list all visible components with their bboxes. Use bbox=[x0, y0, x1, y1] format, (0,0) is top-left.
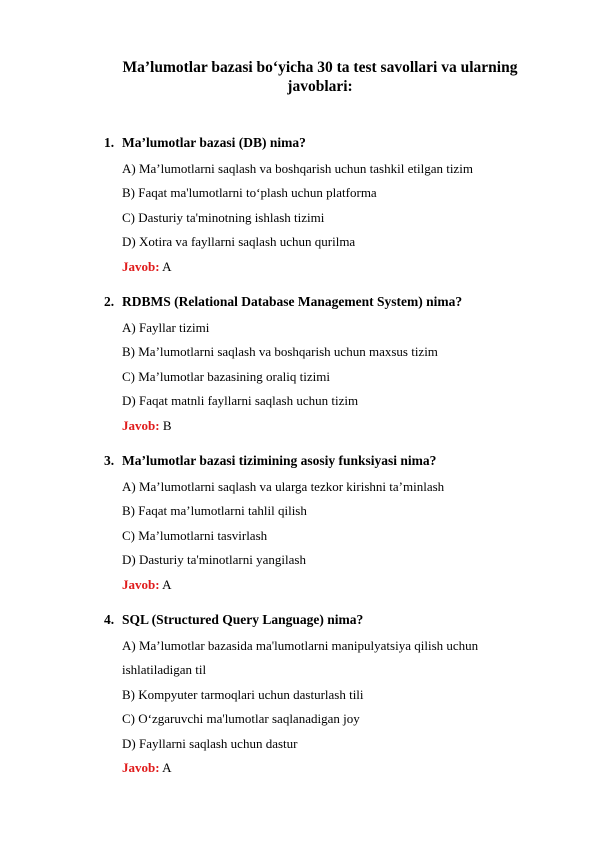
option-d: D) Fayllarni saqlash uchun dastur bbox=[122, 735, 298, 751]
question-number: 1. bbox=[104, 135, 115, 150]
question-heading bbox=[104, 451, 544, 475]
option-c: C) O‘zgaruvchi ma'lumotlar saqlanadigan joy bbox=[122, 711, 360, 727]
question-number: 3. bbox=[104, 453, 115, 468]
question-number: 4. bbox=[104, 612, 115, 627]
option-a: A) Ma’lumotlarni saqlash va ularga tezkor kirishni ta’minlash bbox=[122, 479, 445, 494]
answer-label: Javob: bbox=[122, 258, 160, 274]
option-c: C) Dasturiy ta'minotning ishlash tizimi bbox=[122, 209, 325, 225]
question-3 bbox=[104, 451, 544, 597]
option-b: B) Faqat ma’lumotlarni tahlil qilish bbox=[122, 503, 307, 519]
option-b: B) Faqat ma'lumotlarni to‘plash uchun platforma bbox=[122, 185, 377, 201]
option-d: D) Dasturiy ta'minotlarni yangilash bbox=[122, 552, 306, 568]
option-c: C) Ma’lumotlar bazasining oraliq tizimi bbox=[122, 368, 330, 384]
document-title: Ma’lumotlar bazasi bo‘yicha 30 ta test savollari va ularning javoblari: bbox=[122, 59, 518, 95]
question-2 bbox=[104, 292, 544, 438]
option-d: D) Faqat matnli fayllarni saqlash uchun tizim bbox=[122, 393, 359, 409]
answer-line bbox=[104, 573, 544, 597]
option-b: B) Ma’lumotlarni saqlash va boshqarish uchun maxsus tizim bbox=[122, 344, 438, 360]
option-a: A) Ma’lumotlarni saqlash va boshqarish uchun tashkil etilgan tizim bbox=[122, 161, 473, 176]
option-b: B) Kompyuter tarmoqlari uchun dasturlash tili bbox=[122, 686, 364, 702]
question-text: Ma’lumotlar bazasi tizimining asosiy funksiyasi nima? bbox=[122, 453, 437, 468]
answer-value: A bbox=[162, 576, 172, 592]
question-text: SQL (Structured Query Language) nima? bbox=[122, 612, 364, 627]
question-heading bbox=[104, 292, 544, 316]
question-text: Ma’lumotlar bazasi (DB) nima? bbox=[122, 135, 306, 150]
answer-value: A bbox=[162, 258, 172, 274]
question-heading bbox=[104, 133, 544, 157]
answer-line bbox=[104, 756, 544, 780]
answer-value: A bbox=[162, 760, 172, 776]
answer-label: Javob: bbox=[122, 576, 160, 592]
answer-line bbox=[104, 414, 544, 438]
answer-label: Javob: bbox=[122, 760, 160, 776]
question-text: RDBMS (Relational Database Management System) nima? bbox=[122, 294, 463, 309]
question-heading bbox=[104, 610, 544, 634]
answer-label: Javob: bbox=[122, 417, 160, 433]
option-a: A) Fayllar tizimi bbox=[122, 320, 210, 335]
question-1 bbox=[104, 133, 544, 279]
question-number: 2. bbox=[104, 294, 115, 309]
option-a: A) Ma’lumotlar bazasida ma'lumotlarni manipulyatsiya qilish uchun ishlatiladigan til bbox=[122, 638, 479, 678]
answer-line bbox=[104, 255, 544, 279]
question-4 bbox=[104, 610, 544, 780]
answer-value: B bbox=[162, 417, 172, 433]
option-d: D) Xotira va fayllarni saqlash uchun qurilma bbox=[122, 234, 356, 250]
option-c: C) Ma’lumotlarni tasvirlash bbox=[122, 527, 268, 543]
